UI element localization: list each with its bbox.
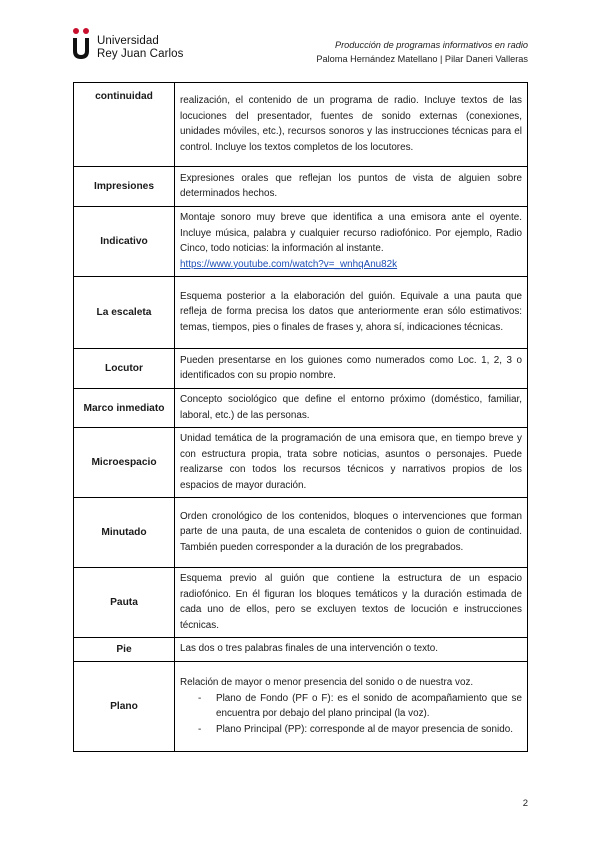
document-authors: Paloma Hernández Matellano | Pilar Daneri Valleras <box>316 54 528 64</box>
table-row <box>74 207 528 277</box>
youtube-link[interactable]: https://www.youtube.com/watch?v=_wnhqAnu82k <box>180 258 398 270</box>
table-row <box>74 389 528 428</box>
glossary-term: Indicativo <box>74 207 175 277</box>
glossary-definition: Orden cronológico de los contenidos, bloques o intervenciones que forman parte de una pauta, de una escaleta de contenidos o guion de continuidad. También pueden corresponder a la duración de los pregrabados. <box>175 498 528 568</box>
university-line2: Rey Juan Carlos <box>97 48 184 60</box>
table-row <box>74 277 528 349</box>
table-row <box>74 428 528 498</box>
glossary-term: Microespacio <box>74 428 175 498</box>
university-logo <box>72 27 184 61</box>
list-item: - Plano de Fondo (PF o F): es el sonido de acompañamiento que se encuentra por debajo del plano principal (la voz). <box>180 691 522 722</box>
plano-list <box>180 691 522 738</box>
table-row <box>74 83 528 167</box>
urjc-emblem-icon <box>72 27 90 61</box>
table-row <box>74 167 528 207</box>
glossary-definition: Esquema previo al guión que contiene la estructura de un espacio radiofónico. En él figuran los bloques temáticos y la duración estimada de cada uno de ellos, pero se excluyen textos de locución e instrucciones técnicas. <box>175 568 528 638</box>
glossary-definition-cell <box>175 662 528 752</box>
university-name <box>97 35 184 61</box>
university-line1: Universidad <box>97 35 159 47</box>
table-row <box>74 349 528 389</box>
list-item: - Plano Principal (PP): corresponde al de mayor presencia de sonido. <box>180 722 522 738</box>
glossary-definition: Expresiones orales que reflejan los puntos de vista de alguien sobre determinados hechos. <box>175 167 528 207</box>
glossary-definition: Montaje sonoro muy breve que identifica a una emisora ante el oyente. Incluye música, palabra y cualquier recurso radiofónico. Por ejemplo, Radio Cinco, todo noticias: la información al instante. <box>180 212 522 254</box>
table-row <box>74 568 528 638</box>
glossary-term: Marco inmediato <box>74 389 175 428</box>
document-title: Producción de programas informativos en radio <box>334 40 528 50</box>
glossary-term: Locutor <box>74 349 175 389</box>
glossary-term: Pie <box>74 638 175 662</box>
glossary-definition: Unidad temática de la programación de una emisora que, en tiempo breve y con estructura propia, trata sobre noticias, asuntos o personajes. Puede realizarse con todos los recursos técnicos y narrativos propios de los espacios de mayor duración. <box>175 428 528 498</box>
glossary-term: La escaleta <box>74 277 175 349</box>
table-row <box>74 638 528 662</box>
glossary-term: Pauta <box>74 568 175 638</box>
glossary-definition-cell <box>175 207 528 277</box>
table-row <box>74 498 528 568</box>
page-header <box>316 38 528 66</box>
page-number: 2 <box>522 798 528 809</box>
glossary-term: continuidad <box>74 83 175 167</box>
glossary-definition: Esquema posterior a la elaboración del guión. Equivale a una pauta que refleja de forma precisa los datos que anteriormente eran sólo estimativos: temas, tiempos, pies o finales de frases y, ahora sí, indicaciones técnicas. <box>175 277 528 349</box>
glossary-definition: Concepto sociológico que define el entorno próximo (doméstico, familiar, laboral, etc.) de las personas. <box>175 389 528 428</box>
glossary-term: Minutado <box>74 498 175 568</box>
glossary-term: Impresiones <box>74 167 175 207</box>
glossary-term: Plano <box>74 662 175 752</box>
table-row <box>74 662 528 752</box>
glossary-definition: realización, el contenido de un programa de radio. Incluye textos de las locuciones del presentador, fuentes de sonido externas (conexiones, unidades móviles, etc.), recursos sonoros y las instrucciones técnicas para el control. Incluye los textos completos de los locutores. <box>175 83 528 167</box>
glossary-definition: Pueden presentarse en los guiones como numerados como Loc. 1, 2, 3 o identificados con su propio nombre. <box>175 349 528 389</box>
glossary-definition: Las dos o tres palabras finales de una intervención o texto. <box>175 638 528 662</box>
glossary-table <box>73 82 528 752</box>
glossary-definition: Relación de mayor o menor presencia del sonido o de nuestra voz. <box>180 677 474 688</box>
